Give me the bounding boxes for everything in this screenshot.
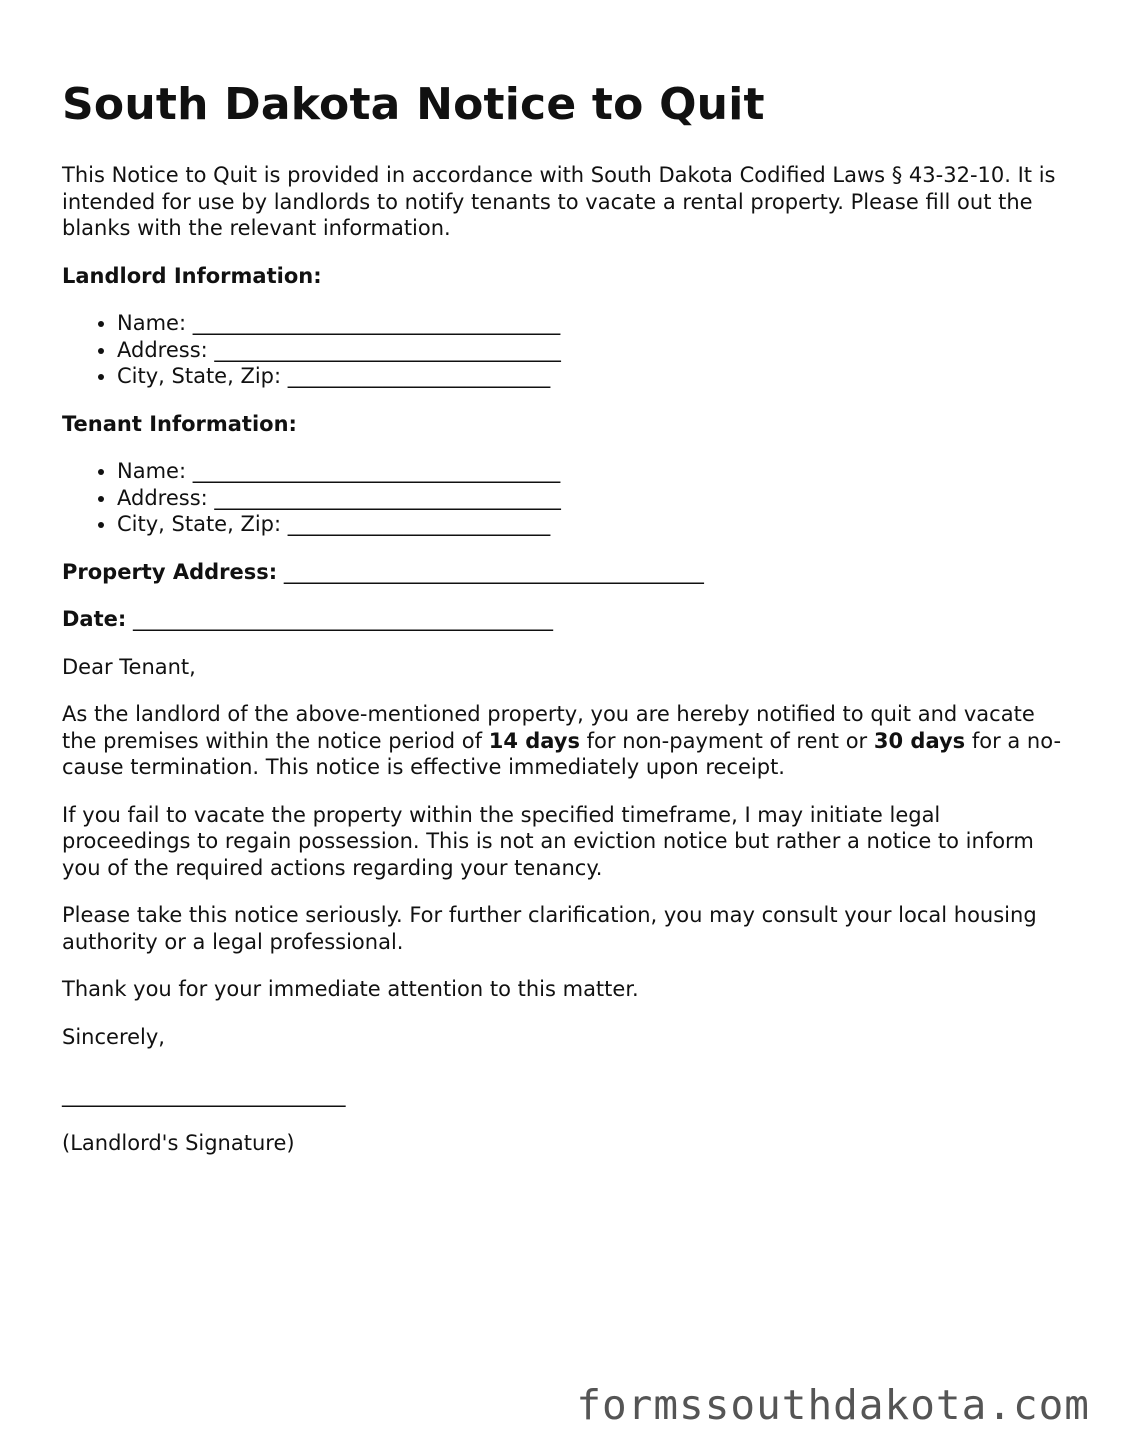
landlord-city-field: • City, State, Zip: _________________________ [117,363,1062,390]
document-page [62,78,1062,1177]
date-label: Date: [62,607,127,631]
date-line [62,606,1062,633]
tenant-city-field: • City, State, Zip: _________________________ [117,511,1062,538]
site-watermark: formssouthdakota.com [576,1381,1090,1429]
fail-paragraph: If you fail to vacate the property within the specified timeframe, I may initiate legal proceedings to regain possession. This is not an eviction notice but rather a notice to inform you of the required actions regarding your tenancy. [62,802,1034,880]
property-address-label: Property Address: [62,559,278,584]
landlord-address-field: • Address: _________________________________ [117,337,1062,364]
landlord-name-field: • Name: ___________________________________ [117,310,1062,337]
thanks-paragraph: Thank you for your immediate attention to this matter. [62,977,639,1001]
landlord-fields [62,310,1062,390]
notice-period-nonpayment: 14 days [488,728,580,753]
notice-text-2: for non-payment of rent or [579,728,874,753]
property-address-blank: ________________________________________ [283,559,704,584]
closing: Sincerely, [62,1024,165,1049]
notice-paragraph [62,701,1062,781]
notice-text-3: for a no-cause termination. This notice is effective immediately upon receipt. [62,728,1062,779]
salutation: Dear Tenant, [62,654,196,679]
serious-paragraph: Please take this notice seriously. For further clarification, you may consult your local housing authority or a legal professional. [62,903,1037,954]
signature-label: (Landlord's Signature) [62,1130,295,1155]
tenant-name-field: • Name: ___________________________________ [117,458,1062,485]
tenant-heading: Tenant Information: [62,411,297,436]
landlord-heading: Landlord Information: [62,263,322,288]
intro-paragraph: This Notice to Quit is provided in accordance with South Dakota Codified Laws § 43-32-10. It is intended for use by landlords to notify tenants to vacate a rental property. Please fill out the blanks with the relevant information. [62,163,1056,240]
tenant-fields [62,458,1062,538]
notice-text-1: As the landlord of the above-mentioned property, you are hereby notified to quit and vacate the premises within the notice period of [62,702,1035,753]
notice-period-nocause: 30 days [873,728,966,753]
tenant-address-field: • Address: _________________________________ [117,485,1062,512]
property-address-line [62,559,1062,586]
signature-line: ___________________________ [62,1083,346,1107]
date-blank: ________________________________________ [132,607,553,631]
page-title: South Dakota Notice to Quit [62,79,765,130]
